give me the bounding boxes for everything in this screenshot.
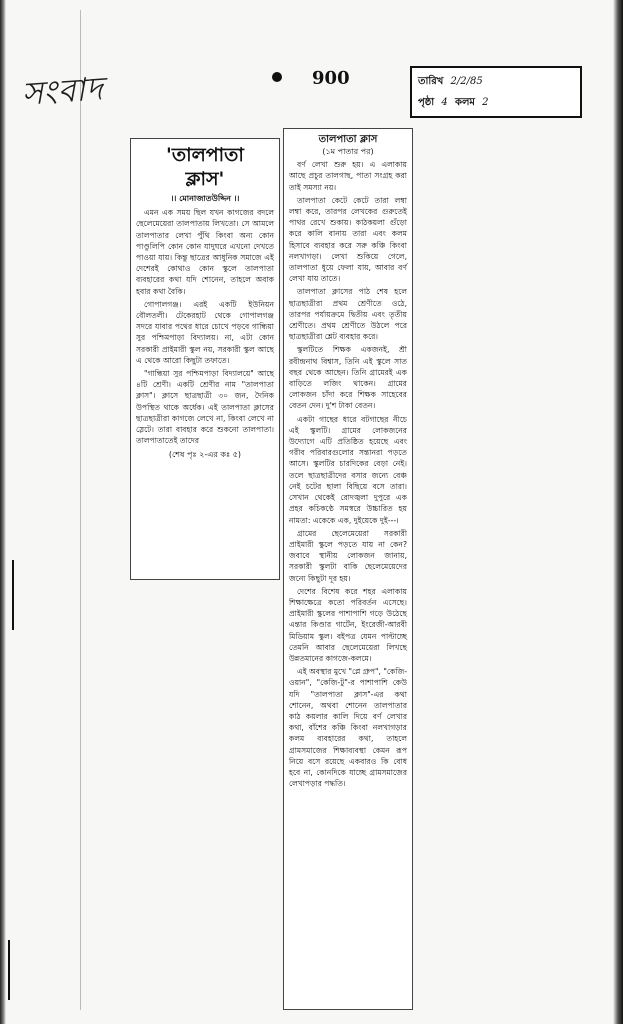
article-title-line2: ক্লাস' xyxy=(185,168,225,190)
article-paragraph: তালপাতা ক্লাসের পাঠ শেষ হলে ছাত্রছাত্রীরা প্রথম শ্রেণীতে ওঠে, তারপর পর্যায়ক্রমে দ্বিতীয় এবং তৃতীয় শ্রেণীতে। প্রথম শ্রেণীতে উঠলে পরে ছাত্রছাত্রীরা শ্লেট ব্যবহার করে। xyxy=(289,287,407,342)
article-paragraph: স্কুলটিতে শিক্ষক একজনই, শ্রী রবীন্দ্রনাথ বিশ্বাস, তিনি এই স্কুলে সাত বছর থেকে আছেন। তিনি গ্রামেরই এক বাড়িতে লজিং থাকেন। গ্রামের লোকজন চাঁদা করে শিক্ষক সাহেবের বেতন দেন। দু'শ টাকা বেতন। xyxy=(289,345,407,411)
margin-rule xyxy=(80,10,81,1010)
continuation-title: তালপাতা ক্লাস xyxy=(318,134,378,145)
article-paragraph: তালপাতা কেটে কেটে তারা লম্বা লম্বা করে, তারপর লেখকের গুরুতেই পাথর রেখে শুকায়। কাঠকয়লা গুঁড়ো করে কালি বানায় তারা এবং কলম হিসাবে ব্যবহার করে সরু কঞ্চি কিংবা নলখাগড়া। লেখা শুকিয়ে গেলে, তালপাতা ধুয়ে ফেলা যায়, আবার বর্ণ লেখা যায় তাতে। xyxy=(289,195,407,284)
article-title-line1: 'তালপাতা xyxy=(166,144,244,166)
article-paragraph: এমন এক সময় ছিল যখন কাগজের বদলে ছেলেমেয়েরা তালপাতায় লিখতো। সে আমলে তালপাতার লেখা পুঁথি কিংবা অন্য কোন পাণ্ডুলিপি কোন কোন যাদুঘরে এখনো দেখতে পাওয়া যায়। কিন্তু ছাত্রের আধুনিক সমাজে এই দেশেরই কোথাও কোন স্কুলে তালপাতা ব্যবহারের কথা যদি শোনেন, তাহলে অবাক হবার কথা বৈকি। xyxy=(136,208,274,296)
article-paragraph: গোপালগঞ্জ। এরই একটি ইউনিয়ন বৌলতলী। টেকেরহাট থেকে গোপালগঞ্জ সদরে যাবার পথের ধারে চোখে পড়বে গান্ধিয়া সুর পশ্চিমপাড়া বিদ্যালয়। না, এটা কোন সরকারী প্রাইমারী স্কুল নয়, সরকারী স্কুল আছে এ থেকে আরো কিছুটা তফাতে। xyxy=(136,299,274,365)
stamp-date-row xyxy=(418,74,487,91)
archive-stamp xyxy=(410,66,582,118)
stamp-page-row xyxy=(418,95,493,112)
continued-note: (শেষ পৃঃ ২-এর কঃ ৫) xyxy=(168,450,242,460)
article-paragraph: বর্ণ লেখা শুরু হয়। এ এলাকায় আছে প্রচুর তালগাছ, পাতা সংগ্রহ করা তাই সমস্যা নয়। xyxy=(289,160,407,192)
scan-artifact xyxy=(8,940,10,1000)
news-clipping-continuation xyxy=(283,128,413,1010)
article-paragraph: একটা গাছের ধারে বটগাছের নীচে এই স্কুলটি। গ্রামের লোকজনের উদ্যোগে এটি প্রতিষ্ঠিত হয়েছে এবং গরীব পরিবারগুলোর সন্তানরা পড়তে আসে। স্কুলটির চারদিকের বেড়া নেই। তলে ছাত্রছাত্রীদের বসার জন্যে বেঞ্চ নেই চটের ছালা বিছিয়ে বসে তারা। সেখান থেকেই রোদজ্বলা দুপুরে এক প্রহর কচিকণ্ঠে সমস্বরে উচ্চারিত হয় নামতা: একেকে এক, দুইয়েকে দুই---। xyxy=(289,414,407,525)
stamp-date-label: তারিখ xyxy=(418,76,444,87)
page-number: 006 xyxy=(312,66,350,87)
article-paragraph: গ্রামের ছেলেমেয়েরা সরকারী প্রাইমারী স্কুলে পড়তে যায় না কেন? জবাবে স্থানীয় লোকজন জানায়, সরকারী স্কুলটা বাকি ছেলেমেয়েদের জন্যে কিছুটা দূর হয়। xyxy=(289,528,407,583)
article-paragraph: "গান্ধিয়া সুর পশ্চিমপাড়া বিদ্যালয়ে" আছে ৪টি শ্রেণী। একটি শ্রেণীর নাম "তালপাতা ক্লাস"। ক্লাসে ছাত্রছাত্রী ৩০ জন, দৈনিক উপস্থিত থাকে অর্ধেক। এই তালপাতা ক্লাসের ছাত্রছাত্রীরা কাগজে লেখে না, কিংবা লেখে না স্লেটে। তারা বাবহার করে শুকনো তালপাতা। তালপাতাতেই তাদের xyxy=(136,369,274,446)
scan-artifact xyxy=(12,560,14,630)
stamp-column-label: কলম xyxy=(454,97,475,108)
article-byline: ।। মোনাজাতউদ্দিন ।। xyxy=(170,194,240,203)
scan-edge-right xyxy=(613,0,623,1024)
handwritten-newspaper-name: সংবাদ xyxy=(20,69,105,113)
stamp-page-value: 4 xyxy=(441,97,448,108)
stamp-column-value: 2 xyxy=(482,97,489,108)
article-paragraph: দেশের বিশেষ করে শহর এলাকায় শিক্ষাক্ষেত্রে কতো পরিবর্তন এসেছে। প্রাইমারী স্কুলের পাশাপাশি গড়ে উঠেছে এন্তার কিণ্ডার গার্টেন, ইংরেজী-আরবী মিডিয়াম স্কুল। বইপত্র যেমন পাল্টাচ্ছে তেমনি আবার ছেলেমেয়েরা লিখছে উন্নতমানের কাগজে-কলমে। xyxy=(289,586,407,663)
stamp-date-value: 2/2/85 xyxy=(450,76,483,87)
scan-edge-left xyxy=(0,0,6,1024)
stamp-page-label: পৃষ্ঠা xyxy=(418,97,435,108)
article-paragraph: এই অবস্থার মুখে "প্লে গ্রুপ", "কেজি-ওয়ান", "কেজি-টু"-র পাশাপাশি কেউ যদি "তালপাতা ক্লাস"-এর কথা শোনেন, অথবা শোনেন তালপাতার কাঠ কয়লার কালি দিয়ে বর্ণ লেখার কথা, বাঁশের কঞ্চি কিংবা নলখাগড়ার কলম ব্যবহারের কথা, তাহলে গ্রামসমাজের শিক্ষাব্যবস্থা কেমন রূপ নিয়ে বসে রয়েছে একবারও কি বোধ হবে না, কোনদিকে যাচ্ছে গ্রামসমাজের লেখাপড়ার পদ্ধতি। xyxy=(289,667,407,789)
news-clipping-front-page xyxy=(130,138,280,580)
punch-hole-mark xyxy=(272,72,282,82)
continuation-subtitle: (১ম পাতার পর) xyxy=(322,147,374,156)
